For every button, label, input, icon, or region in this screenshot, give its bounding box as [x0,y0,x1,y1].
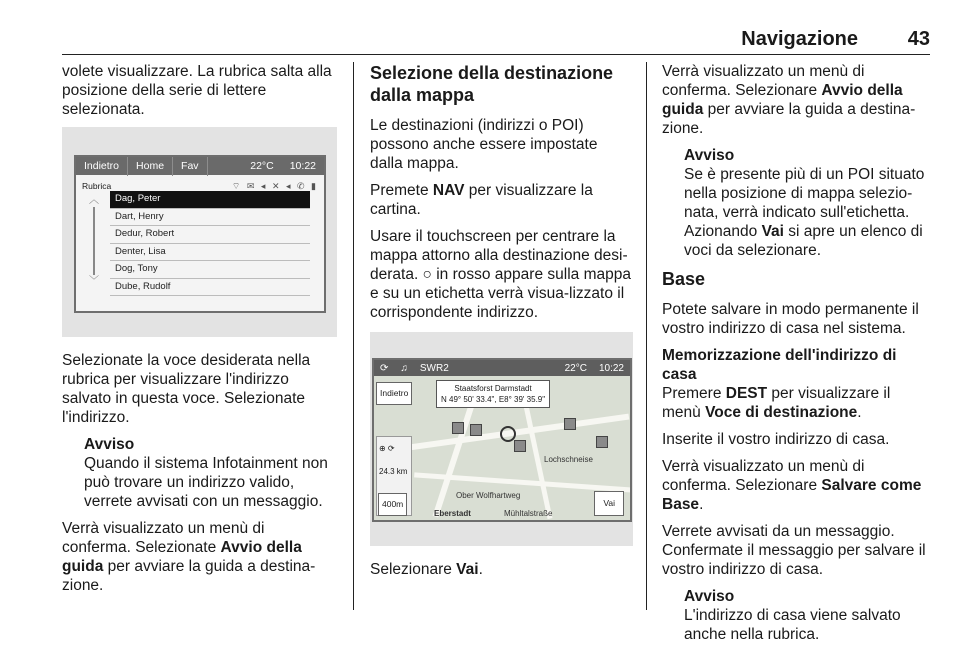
note [84,435,337,511]
text: Premere [662,385,726,402]
contacts-label: Rubrica [82,181,112,191]
page-title: Navigazione [741,28,858,50]
status-icons: ⌔ ✉ ◂ ✕ ◂ ✆ ▮ [231,181,318,191]
text: Verrà visualizzato un menù di conferma. Selezionate [62,520,265,556]
subheading: Memorizzazione dell'indirizzo di casa [662,347,897,383]
street-label: Lochschneise [544,455,593,464]
text: . [478,561,483,578]
text: Selezionare [370,561,457,578]
screen-topbar [76,157,324,175]
section-heading: Selezione della destinazione dalla mappa [370,63,614,105]
page-number: 43 [907,28,930,50]
column-3 [662,62,932,652]
paragraph [662,62,932,138]
address-name: Staatsforst Darmstadt [454,384,532,393]
contacts-screenshot [62,127,337,337]
bold-term: NAV [432,182,465,199]
text: per avviare la guida a destina-zione. [62,558,316,594]
home-button[interactable]: Home [128,157,173,176]
list-item[interactable]: Dag, Peter [110,191,310,209]
bold-term: Vai [761,223,784,240]
temperature: 22°C [564,362,587,374]
scroll-up-icon[interactable]: ︿ [89,195,99,206]
paragraph: Verrete avvisati da un messaggio. Confermate il messaggio per salvare il vostro indirizzo di casa. [662,523,926,578]
map-back-button[interactable]: Indietro [376,382,412,405]
refresh-icon[interactable]: ⟳ [380,362,389,374]
temperature: 22°C [250,159,274,172]
station-name: SWR2 [419,362,449,374]
note-text: L'indirizzo di casa viene salvato anche nella rubrica. [684,607,901,643]
list-item[interactable]: Dube, Rudolf [110,279,310,297]
column-1 [62,62,337,603]
text: . [699,496,704,513]
poi-icon[interactable] [452,422,464,434]
poi-icon[interactable] [514,440,526,452]
paragraph [662,457,932,514]
clock: 10:22 [598,362,624,374]
paragraph: Selezionate la voce desiderata nella rubrica per visualizzare l'indirizzo salvato in questa voce. Selezionate l'indirizzo. [62,352,311,426]
text: si apre un elenco di voci da selezionare. [684,223,923,259]
address-coordinates: N 49° 50' 33.4", E8° 39' 35.9" [441,395,546,404]
paragraph: Potete salvare in modo permanente il vostro indirizzo di casa nel sistema. [662,301,919,337]
contacts-list [110,191,310,296]
text: per visualizzare il menù [662,385,891,421]
street-label: Eberstadt [434,509,471,518]
bold-term: Salvare come Base [662,477,922,513]
text: per visualizzare la cartina. [370,182,593,218]
map-screenshot [370,332,633,546]
intro-text: volete visualizzare. La rubrica salta alla posizione della serie di lettere selezionata. [62,63,332,118]
paragraph [662,384,932,422]
text: Premete [370,182,433,199]
bold-term: Vai [456,561,479,578]
bold-term: DEST [725,385,768,402]
list-item[interactable]: Dedur, Robert [110,226,310,244]
back-button[interactable]: Indietro [76,157,128,176]
bold-term: Avvio della guida [62,539,302,575]
paragraph [370,560,633,579]
infotainment-screen [74,155,326,313]
note-title: Avviso [84,436,135,453]
text: . [857,404,862,421]
scroll-track [93,207,95,275]
paragraph [370,181,633,219]
paragraph: Le destinazioni (indirizzi o POI) possono anche essere impostate dalla mappa. [370,117,598,172]
bold-term: Avvio della guida [662,82,903,118]
radio-icon: ♫ [400,362,408,374]
column-2 [370,62,633,587]
paragraph: Inserite il vostro indirizzo di casa. [662,431,890,448]
clock: 10:22 [289,159,316,172]
note-text [684,165,932,260]
map-topbar [374,360,630,376]
list-item[interactable]: Dog, Tony [110,261,310,279]
street-label: Ober Wolfhartweg [456,491,521,500]
text: per avviare la guida a destina-zione. [662,101,916,137]
note [684,146,932,260]
scrollbar[interactable] [86,191,102,291]
paragraph [62,519,337,595]
search-icon[interactable]: ⊕ ⟳ [379,444,395,453]
street-label: Mühltalstraße [504,509,553,518]
header-divider [62,54,930,55]
list-item[interactable]: Denter, Lisa [110,244,310,262]
note-title: Avviso [684,588,735,605]
note [684,587,932,644]
destination-marker-icon[interactable] [500,426,516,442]
map-screen [372,358,632,522]
list-item[interactable]: Dart, Henry [110,209,310,227]
section-heading: Base [662,269,706,289]
text: Se è presente più di un POI situato nella posizione di mappa selezio-nata, verrà indicato sull'etichetta. Azionando [684,166,925,240]
poi-icon[interactable] [564,418,576,430]
note-title: Avviso [684,147,735,164]
poi-icon[interactable] [596,436,608,448]
address-label [436,380,550,408]
fav-button[interactable]: Fav [173,157,208,176]
text: Verrà visualizzato un menù di conferma. Selezionare [662,458,865,494]
distance-label: 24.3 km [379,467,408,476]
scroll-down-icon[interactable]: ﹀ [89,276,99,287]
page-header [62,22,930,52]
note-text: Quando il sistema Infotainment non può trovare un indirizzo valido, verrete avvisati con un messaggio. [84,455,328,510]
column-divider-1 [353,62,354,610]
poi-icon[interactable] [470,424,482,436]
bold-term: Voce di destinazione [705,404,858,421]
map-scale: 400m [378,493,407,516]
text: Verrà visualizzato un menù di conferma. Selezionare [662,63,865,99]
column-divider-2 [646,62,647,610]
vai-button[interactable]: Vai [594,491,624,516]
paragraph: Usare il touchscreen per centrare la mappa attorno alla destinazione desi-derata. ○ in rosso appare sulla mappa e su un etichetta verrà visua-lizzato il corrispondente indirizzo. [370,228,631,321]
